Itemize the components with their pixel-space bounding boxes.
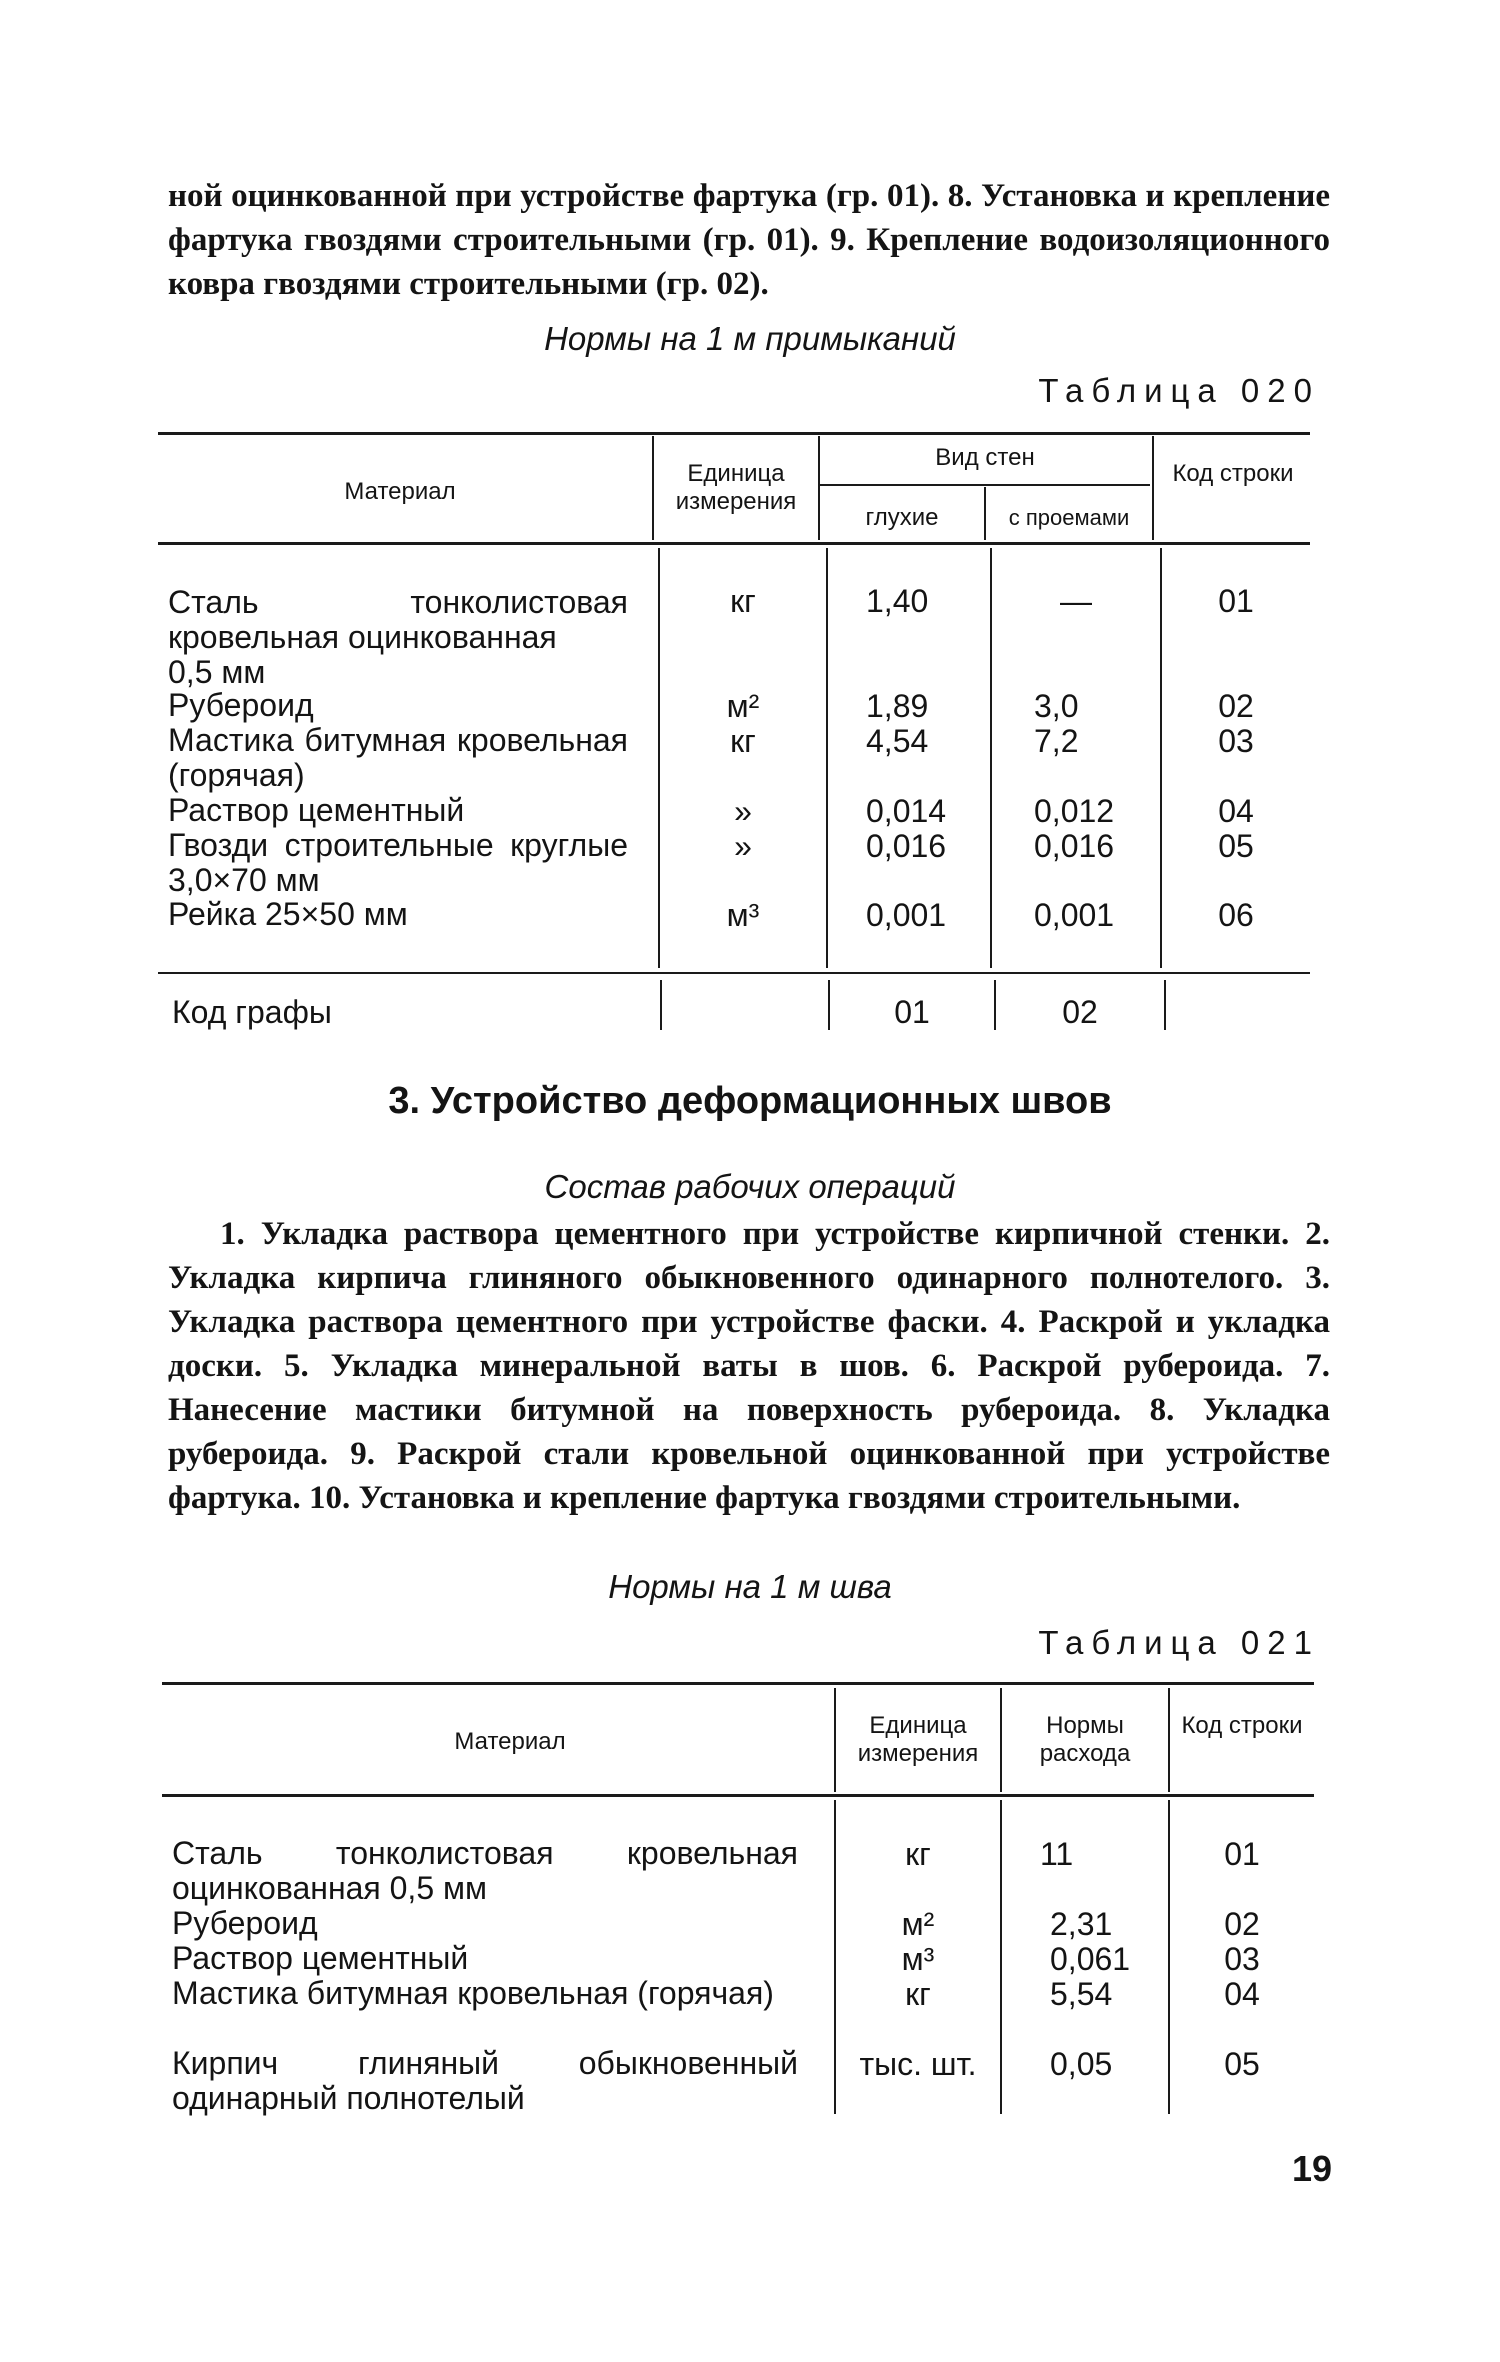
table020-vline xyxy=(1152,436,1154,540)
table021-cell-unit: тыс. шт. xyxy=(859,2046,977,2082)
table020-footer-rule xyxy=(158,972,1310,974)
table020-cell-code: 06 xyxy=(1218,897,1254,933)
table021-cell-material: Мастика битумная кровельная (горячая) xyxy=(172,1975,774,2011)
table020-cell-material: Гвозди строительные круглые 3,0×70 мм xyxy=(168,827,628,898)
table020-cell-blind: 4,54 xyxy=(866,723,929,759)
table020-cell-blind: 1,40 xyxy=(866,583,929,619)
table020-cell-material: Рейка 25×50 мм xyxy=(168,896,408,932)
table020-cell-openings: 0,001 xyxy=(1034,897,1115,933)
table021-title: Таблица 021 xyxy=(1038,1624,1320,1661)
table021-cell-material: Рубероид xyxy=(172,1905,318,1941)
table020-cell-blind: 1,89 xyxy=(866,688,929,724)
table021-header-unit: Единица измерения xyxy=(857,1712,979,1767)
table020-wall-subrule xyxy=(820,484,1150,486)
table021-cell-unit: м³ xyxy=(901,1941,935,1977)
table020-cell-unit: » xyxy=(734,793,752,829)
table020-cell-openings: 3,0 xyxy=(1034,688,1079,724)
table021-cell-code: 02 xyxy=(1224,1906,1260,1942)
table020-cell-blind: 0,014 xyxy=(866,793,947,829)
intro-paragraph: ной оцинкованной при устройстве фартука (гр. 01). 8. Установка и крепление фартука гвоздями строительными (гр. 01). 9. Крепление водоизоляционного ковра гвоздями строительными (гр. 02). xyxy=(168,178,1330,302)
table020-vline xyxy=(660,980,662,1030)
table020-footer-col2: 02 xyxy=(1062,994,1098,1030)
table021-header-row-code: Код строки xyxy=(1181,1712,1303,1739)
table021-cell-unit: кг xyxy=(905,1836,931,1872)
table020-cell-code: 01 xyxy=(1218,583,1254,619)
table020-top-rule xyxy=(158,432,1310,435)
table021-cell-unit: кг xyxy=(905,1976,931,2012)
table020-header-unit: Единица измерения xyxy=(675,460,797,515)
table021-cell-material: Раствор цементный xyxy=(172,1940,469,1976)
table020-vline xyxy=(1164,980,1166,1030)
table020-title: Таблица 020 xyxy=(1038,372,1320,409)
table020-cell-blind: 0,001 xyxy=(866,897,947,933)
table020-cell-openings: — xyxy=(1060,583,1092,619)
table021-cell-norm: 5,54 xyxy=(1050,1976,1113,2012)
table020-cell-code: 02 xyxy=(1218,688,1254,724)
section-heading: 3. Устройство деформационных швов xyxy=(388,1080,1112,1122)
table020-cell-blind: 0,016 xyxy=(866,828,947,864)
table020-cell-unit: кг xyxy=(730,723,756,759)
table020-cell-unit: » xyxy=(734,828,752,864)
table020-cell-material: Рубероид xyxy=(168,687,314,723)
table020-cell-unit: кг xyxy=(730,583,756,619)
table020-cell-code: 03 xyxy=(1218,723,1254,759)
table021-header-material: Материал xyxy=(454,1728,566,1755)
table020-cell-openings: 0,016 xyxy=(1034,828,1115,864)
ops-paragraph: 1. Укладка раствора цементного при устройстве кирпичной стенки. 2. Укладка кирпича глиняного обыкновенного одинарного полнотелого. 3. Укладка раствора цементного при устройстве фаски. 4. Раскрой и укладка доски. 5. Укладка минеральной ваты в шов. 6. Раскрой рубероида. 7. Нанесение мастики битумной на поверхность рубероида. 8. Укладка рубероида. 9. Раскрой стали кровельной оцинкованной при устройстве фартука. 10. Установка и крепление фартука гвоздями строительными. xyxy=(168,1216,1330,1516)
table021-cell-material: Кирпич глиняный обыкновенный одинарный полнотелый xyxy=(172,2045,798,2116)
table021-header-rule xyxy=(162,1794,1314,1797)
table020-cell-code: 04 xyxy=(1218,793,1254,829)
table021-vline xyxy=(1000,1800,1002,2114)
table020-vline xyxy=(826,548,828,968)
table020-header-material: Материал xyxy=(344,478,456,505)
ops-caption: Состав рабочих операций xyxy=(544,1168,956,1205)
table021-header-norm: Нормы расхода xyxy=(1039,1712,1131,1767)
table020-header-blind: глухие xyxy=(865,504,939,531)
table021-cell-code: 05 xyxy=(1224,2046,1260,2082)
table021-vline xyxy=(1168,1688,1170,1792)
table020-norms-caption: Нормы на 1 м примыканий xyxy=(544,320,956,357)
table021-cell-norm: 0,05 xyxy=(1050,2046,1113,2082)
table020-header-row-code: Код строки xyxy=(1172,460,1294,487)
table020-cell-material: Раствор цементный xyxy=(168,792,465,828)
table021-cell-norm: 2,31 xyxy=(1050,1906,1113,1942)
page-number: 19 xyxy=(1291,2148,1332,2189)
table021-cell-code: 01 xyxy=(1224,1836,1260,1872)
table021-cell-norm: 11 xyxy=(1040,1836,1074,1872)
table020-cell-code: 05 xyxy=(1218,828,1254,864)
table021-cell-material: Сталь тонколистовая кровельная оцинкованная 0,5 мм xyxy=(172,1835,798,1906)
table021-cell-code: 03 xyxy=(1224,1941,1260,1977)
table020-header-wall-type: Вид стен xyxy=(935,444,1035,471)
table020-cell-material: Мастика битумная кровельная (горячая) xyxy=(168,722,628,793)
table020-cell-unit: м³ xyxy=(726,897,760,933)
table020-header-rule xyxy=(158,542,1310,545)
table020-vline xyxy=(652,436,654,540)
table020-cell-openings: 0,012 xyxy=(1034,793,1115,829)
table021-cell-norm: 0,061 xyxy=(1050,1941,1131,1977)
table020-footer-label: Код графы xyxy=(172,994,332,1030)
table021-norms-caption: Нормы на 1 м шва xyxy=(608,1568,892,1605)
table021-cell-code: 04 xyxy=(1224,1976,1260,2012)
table021-top-rule xyxy=(162,1682,1314,1685)
table020-cell-openings: 7,2 xyxy=(1034,723,1079,759)
table020-cell-material: Сталь тонколистовая кровельная оцинкованная 0,5 мм xyxy=(168,584,628,690)
table020-cell-unit: м² xyxy=(726,688,760,724)
table020-header-openings: с проемами xyxy=(1008,505,1130,530)
table020-footer-col1: 01 xyxy=(894,994,930,1030)
table021-cell-unit: м² xyxy=(901,1906,935,1942)
